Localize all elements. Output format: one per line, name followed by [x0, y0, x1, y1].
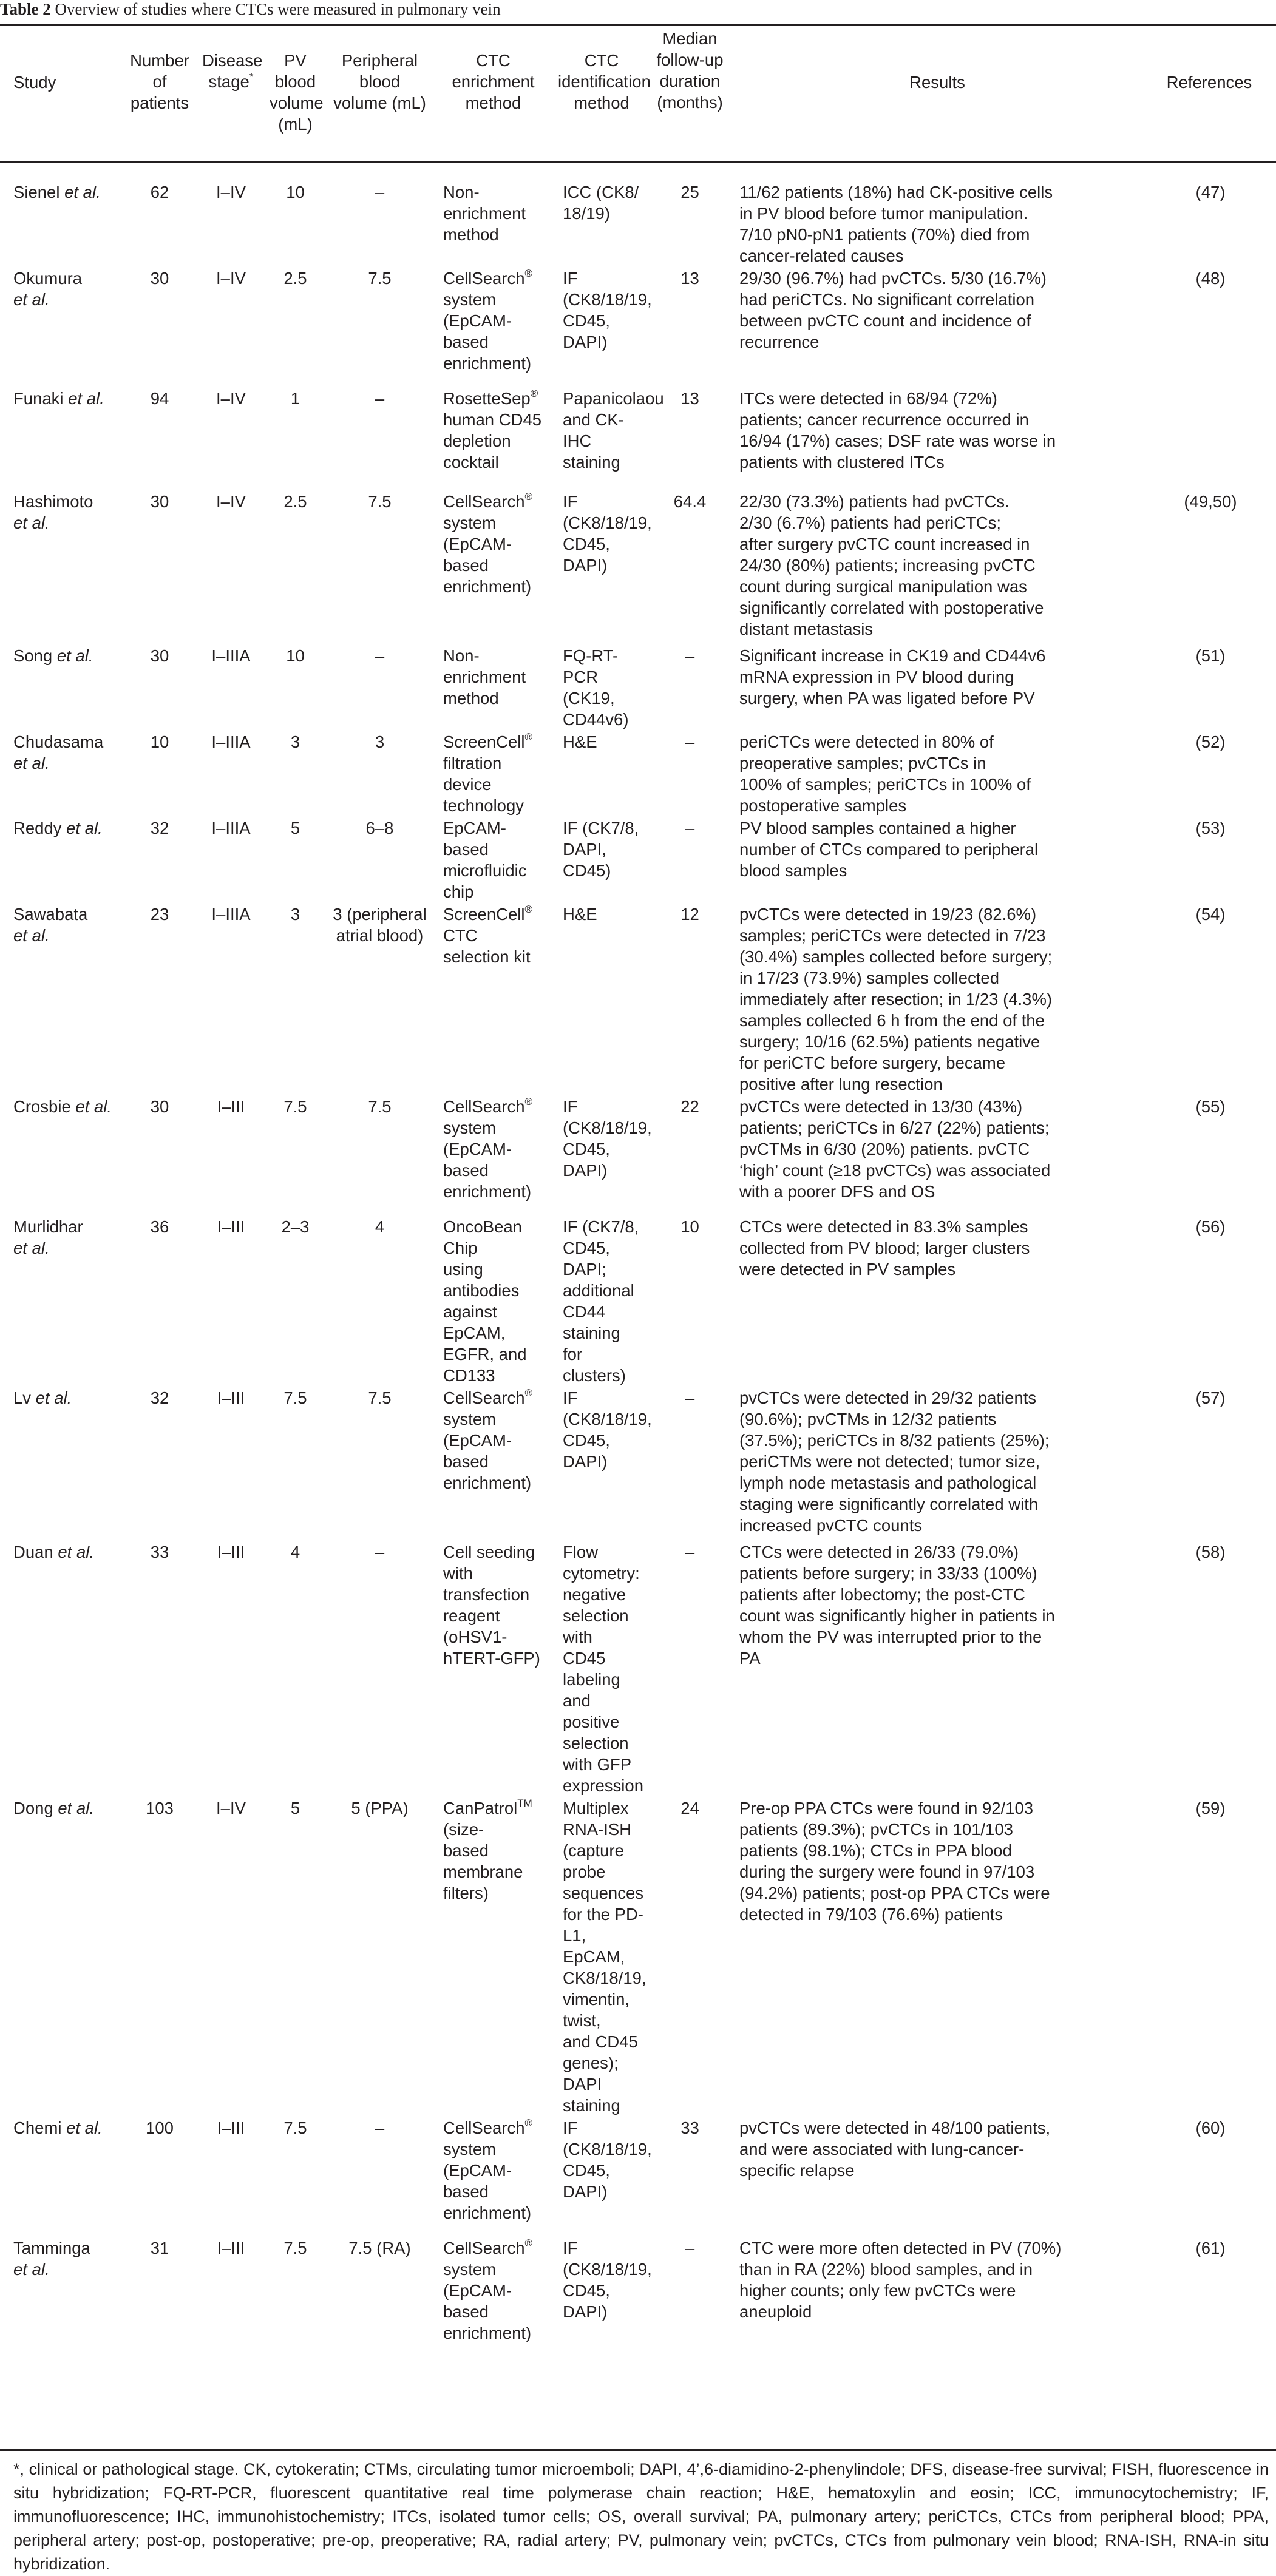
enrichment-cell: CellSearch® system (EpCAM-based enrichment): [443, 2237, 533, 2342]
header-identification: CTC identification method: [558, 51, 651, 112]
patients-cell: 23: [150, 904, 169, 924]
followup-cell: –: [685, 818, 695, 837]
header-stage: Disease stage*: [202, 51, 263, 91]
header-patients: Number of patients: [130, 51, 189, 112]
stage-cell: I–IIIA: [211, 818, 251, 837]
table-row: [0, 162, 1276, 266]
results-cell: 22/30 (73.3%) patients had pvCTCs. 2/30 (6.7%) patients had periCTCs; after surgery pvCTC count increased in 24/30 (80%) patients; increasing pvCTC count during surgical manipulation was significantly correlated with postoperative distant metastasis: [739, 492, 1044, 638]
identification-cell: IF (CK8/18/19, CD45, DAPI): [563, 2118, 652, 2201]
enrichment-cell: CanPatrol™ (size- based membrane filters): [443, 1797, 532, 1902]
patients-cell: 103: [146, 1798, 174, 1817]
study-cell: [0, 1095, 122, 1215]
patients-cell: 30: [150, 1097, 169, 1116]
studies-table: [0, 25, 1276, 2367]
table-row: [0, 1215, 1276, 1386]
identification-cell: H&E: [563, 904, 597, 924]
table-body: [0, 162, 1276, 2367]
enrichment-cell: CellSearch® system (EpCAM-based enrichment): [443, 2117, 533, 2222]
patients-cell: 33: [150, 1542, 169, 1561]
study-cell: [0, 266, 122, 387]
study-etal: et al.: [13, 753, 50, 772]
peripheral-volume-cell: 7.5: [368, 1388, 392, 1407]
results-cell: CTC were more often detected in PV (70%) than in RA (22%) blood samples, and in higher counts; only few pvCTCs were aneuploid: [739, 2238, 1062, 2321]
study-cell: [0, 162, 122, 266]
table-row: [0, 644, 1276, 730]
header-references: References: [1166, 73, 1252, 92]
stage-cell: I–III: [217, 1388, 245, 1407]
peripheral-volume-cell: –: [375, 388, 385, 408]
study-cell: [0, 902, 122, 1095]
pv-volume-cell: 10: [286, 646, 305, 665]
patients-cell: 100: [146, 2118, 174, 2137]
identification-cell: IF (CK8/18/19, CD45, DAPI): [563, 1388, 652, 1471]
study-etal: et al.: [35, 1388, 72, 1407]
pv-volume-cell: 7.5: [283, 2118, 307, 2137]
peripheral-volume-cell: 4: [375, 1217, 385, 1236]
results-cell: PV blood samples contained a higher number of CTCs compared to peripheral blood samples: [739, 818, 1039, 880]
pv-volume-cell: 2.5: [283, 268, 307, 288]
followup-cell: 13: [680, 388, 699, 408]
reference-cell: (52): [1195, 732, 1226, 751]
study-author: Lv: [13, 1388, 36, 1407]
stage-cell: I–III: [217, 1097, 245, 1116]
results-cell: pvCTCs were detected in 48/100 patients, and were associated with lung-cancer- specific relapse: [739, 2118, 1051, 2180]
pv-volume-cell: 7.5: [283, 1097, 307, 1116]
study-author: Sienel: [13, 182, 65, 201]
reference-cell: (60): [1195, 2118, 1226, 2137]
study-cell: [0, 644, 122, 730]
study-cell: [0, 1386, 122, 1540]
identification-cell: H&E: [563, 732, 597, 751]
study-author: Crosbie: [13, 1097, 76, 1116]
peripheral-volume-cell: 3 (peripheral atrial blood): [333, 904, 427, 945]
followup-cell: –: [685, 1542, 695, 1561]
table-row: [0, 902, 1276, 1095]
pv-volume-cell: 2–3: [281, 1217, 310, 1236]
study-etal: et al.: [13, 289, 50, 309]
table-row: [0, 2236, 1276, 2367]
results-cell: periCTCs were detected in 80% of preoperative samples; pvCTCs in 100% of samples; periCTCs in 100% of postoperative samples: [739, 732, 1031, 815]
pv-volume-cell: 7.5: [283, 1388, 307, 1407]
peripheral-volume-cell: 3: [375, 732, 385, 751]
results-cell: pvCTCs were detected in 19/23 (82.6%) samples; periCTCs were detected in 7/23 (30.4%) samples collected before surgery; in 17/23 (73.9%) samples collected immediately after resection; in 1/23 (4.3%) samples collected 6 h from the end of the surgery; 10/16 (62.5%) patients negative for periCTC before surgery, became positive after lung resection: [739, 904, 1053, 1094]
study-author: Murlidhar: [13, 1217, 83, 1236]
enrichment-cell: RosetteSep® human CD45 depletion cocktail: [443, 387, 542, 472]
followup-cell: 13: [680, 268, 699, 288]
patients-cell: 94: [150, 388, 169, 408]
results-cell: 29/30 (96.7%) had pvCTCs. 5/30 (16.7%) had periCTCs. No significant correlation between pvCTC count and incidence of recurrence: [739, 268, 1047, 351]
results-cell: Significant increase in CK19 and CD44v6 mRNA expression in PV blood during surgery, when PA was ligated before PV: [739, 646, 1046, 708]
identification-cell: IF (CK8/18/19, CD45, DAPI): [563, 1097, 652, 1180]
study-etal: et al.: [56, 646, 93, 665]
study-cell: [0, 490, 122, 644]
stage-cell: I–III: [217, 2118, 245, 2137]
patients-cell: 31: [150, 2238, 169, 2257]
identification-cell: Multiplex RNA-ISH (capture probe sequences for the PD- L1, EpCAM, CK8/18/19, vimentin, twist, and CD45 genes); DAPI staining: [563, 1798, 646, 2115]
study-etal: et al.: [66, 818, 103, 837]
reference-cell: (54): [1195, 904, 1226, 924]
enrichment-cell: EpCAM-based microfluidic chip: [443, 818, 527, 901]
stage-cell: I–III: [217, 2238, 245, 2257]
study-etal: et al.: [75, 1097, 112, 1116]
table-row: [0, 1540, 1276, 1796]
header-enrichment: CTC enrichment method: [452, 51, 535, 112]
identification-cell: Flow cytometry: negative selection with CD45 labeling and positive selection with GFP expression: [563, 1542, 643, 1795]
identification-cell: IF (CK7/8, DAPI, CD45): [563, 818, 639, 880]
patients-cell: 30: [150, 492, 169, 511]
study-cell: [0, 1796, 122, 2116]
results-cell: ITCs were detected in 68/94 (72%) patients; cancer recurrence occurred in 16/94 (17%) cases; DSF rate was worse in patients with clustered ITCs: [739, 388, 1056, 472]
study-author: Reddy: [13, 818, 67, 837]
table-row: [0, 490, 1276, 644]
stage-cell: I–IV: [216, 388, 246, 408]
study-etal: et al.: [68, 388, 104, 408]
results-cell: pvCTCs were detected in 13/30 (43%) patients; periCTCs in 6/27 (22%) patients; pvCTMs in 6/30 (20%) patients. pvCTC ‘high’ count (≥18 pvCTCs) was associated with a poorer DFS and OS: [739, 1097, 1051, 1201]
study-cell: [0, 1215, 122, 1386]
followup-cell: 22: [680, 1097, 699, 1116]
pv-volume-cell: 5: [290, 818, 300, 837]
reference-cell: (55): [1195, 1097, 1226, 1116]
study-author: Chudasama: [13, 732, 104, 751]
table-row: [0, 1095, 1276, 1215]
enrichment-cell: CellSearch® system (EpCAM-based enrichment): [443, 267, 533, 373]
peripheral-volume-cell: –: [375, 1542, 385, 1561]
followup-cell: 33: [680, 2118, 699, 2137]
results-cell: pvCTCs were detected in 29/32 patients (90.6%); pvCTMs in 12/32 patients (37.5%); periCTCs in 8/32 patients (25%); periCTMs were not detected; tumor size, lymph node metastasis and pathological staging were significantly correlated with increased pvCTC counts: [739, 1388, 1050, 1535]
patients-cell: 30: [150, 268, 169, 288]
study-author: Hashimoto: [13, 492, 93, 511]
patients-cell: 10: [150, 732, 169, 751]
reference-cell: (57): [1195, 1388, 1226, 1407]
reference-cell: (53): [1195, 818, 1226, 837]
results-cell: CTCs were detected in 83.3% samples collected from PV blood; larger clusters were detected in PV samples: [739, 1217, 1030, 1279]
study-author: Tamminga: [13, 2238, 90, 2257]
reference-cell: (48): [1195, 268, 1226, 288]
reference-cell: (61): [1195, 2238, 1226, 2257]
study-cell: [0, 816, 122, 902]
study-etal: et al.: [58, 1542, 95, 1561]
enrichment-cell: ScreenCell® CTC selection kit: [443, 903, 533, 966]
peripheral-volume-cell: 6–8: [365, 818, 394, 837]
study-etal: et al.: [13, 2259, 50, 2279]
enrichment-cell: ScreenCell® filtration device technology: [443, 731, 533, 815]
peripheral-volume-cell: –: [375, 646, 385, 665]
study-etal: et al.: [13, 925, 50, 945]
results-cell: 11/62 patients (18%) had CK-positive cells in PV blood before tumor manipulation. 7/10 pN0-pN1 patients (70%) died from cancer-related causes: [739, 182, 1053, 265]
patients-cell: 32: [150, 818, 169, 837]
study-author: Funaki: [13, 388, 69, 408]
header-results: Results: [909, 73, 965, 92]
identification-cell: FQ-RT-PCR (CK19, CD44v6): [563, 646, 629, 729]
identification-cell: IF (CK8/18/19, CD45, DAPI): [563, 492, 652, 575]
reference-cell: (49,50): [1184, 492, 1237, 511]
header-study: Study: [13, 73, 56, 92]
table-row: [0, 387, 1276, 490]
table-row: [0, 730, 1276, 816]
study-cell: [0, 2236, 122, 2367]
pv-volume-cell: 4: [290, 1542, 300, 1561]
followup-cell: –: [685, 1388, 695, 1407]
pv-volume-cell: 10: [286, 182, 305, 201]
study-etal: et al.: [13, 513, 50, 532]
enrichment-cell: CellSearch® system (EpCAM-based enrichment): [443, 490, 533, 596]
pv-volume-cell: 2.5: [283, 492, 307, 511]
study-author: Dong: [13, 1798, 58, 1817]
enrichment-cell: Cell seeding with transfection reagent (oHSV1- hTERT-GFP): [443, 1542, 540, 1668]
study-etal: et al.: [58, 1798, 95, 1817]
followup-cell: 64.4: [673, 492, 707, 511]
results-cell: CTCs were detected in 26/33 (79.0%) patients before surgery; in 33/33 (100%) patients after lobectomy; the post-CTC count was significantly higher in patients in whom the PV was interrupted prior to the PA: [739, 1542, 1055, 1668]
stage-cell: I–III: [217, 1217, 245, 1236]
pv-volume-cell: 5: [290, 1798, 300, 1817]
enrichment-cell: OncoBean Chip using antibodies against EpCAM, EGFR, and CD133: [443, 1217, 527, 1385]
table-row: [0, 1796, 1276, 2116]
table-title: Overview of studies where CTCs were measured in pulmonary vein: [55, 0, 501, 18]
peripheral-volume-cell: 5 (PPA): [351, 1798, 409, 1817]
identification-cell: ICC (CK8/ 18/19): [563, 182, 639, 223]
identification-cell: IF (CK8/18/19, CD45, DAPI): [563, 2238, 652, 2321]
followup-cell: 10: [680, 1217, 699, 1236]
followup-cell: 24: [680, 1798, 699, 1817]
enrichment-cell: CellSearch® system (EpCAM-based enrichment): [443, 1095, 533, 1201]
table-row: [0, 2116, 1276, 2236]
peripheral-volume-cell: 7.5: [368, 492, 392, 511]
enrichment-cell: Non-enrichment method: [443, 646, 526, 708]
reference-cell: (56): [1195, 1217, 1226, 1236]
reference-cell: (59): [1195, 1798, 1226, 1817]
enrichment-cell: CellSearch® system (EpCAM-based enrichment): [443, 1387, 533, 1492]
header-peripheral-volume: Peripheral blood volume (mL): [333, 51, 426, 112]
peripheral-volume-cell: 7.5: [368, 268, 392, 288]
reference-cell: (51): [1195, 646, 1226, 665]
peripheral-volume-cell: –: [375, 182, 385, 201]
followup-cell: –: [685, 2238, 695, 2257]
table-row: [0, 1386, 1276, 1540]
bottom-rule: [0, 2449, 1276, 2451]
identification-cell: IF (CK8/18/19, CD45, DAPI): [563, 268, 652, 351]
reference-cell: (47): [1195, 182, 1226, 201]
header-row: [0, 25, 1276, 162]
stage-cell: I–IV: [216, 268, 246, 288]
stage-cell: I–IIIA: [211, 732, 251, 751]
study-cell: [0, 387, 122, 490]
header-pv-volume: PV blood volume (mL): [270, 51, 324, 134]
followup-cell: 12: [680, 904, 699, 924]
pv-volume-cell: 3: [290, 732, 300, 751]
peripheral-volume-cell: 7.5 (RA): [348, 2238, 411, 2257]
study-cell: [0, 1540, 122, 1796]
peripheral-volume-cell: –: [375, 2118, 385, 2137]
stage-cell: I–IV: [216, 182, 246, 201]
study-cell: [0, 2116, 122, 2236]
pv-volume-cell: 3: [290, 904, 300, 924]
enrichment-cell: Non-enrichment method: [443, 182, 526, 244]
patients-cell: 36: [150, 1217, 169, 1236]
patients-cell: 32: [150, 1388, 169, 1407]
patients-cell: 30: [150, 646, 169, 665]
header-followup: Median follow-up duration (months): [656, 29, 724, 112]
table-caption: [0, 0, 501, 27]
pv-volume-cell: 7.5: [283, 2238, 307, 2257]
peripheral-volume-cell: 7.5: [368, 1097, 392, 1116]
study-author: Song: [13, 646, 57, 665]
stage-cell: I–IIIA: [211, 904, 251, 924]
stage-cell: I–IV: [216, 492, 246, 511]
followup-cell: –: [685, 646, 695, 665]
reference-cell: (58): [1195, 1542, 1226, 1561]
stage-cell: I–III: [217, 1542, 245, 1561]
stage-cell: I–IV: [216, 1798, 246, 1817]
study-cell: [0, 730, 122, 816]
table-footnote: *, clinical or pathological stage. CK, cytokeratin; CTMs, circulating tumor microemboli; DAPI, 4’,6-diamidino-2-phenylindole; DFS, disease-free survival; FISH, fluorescence in situ hybridization; FQ-RT-PCR, fluorescent quantitative real time polymerase chain reaction; H&E, hematoxylin and eosin; ICC, immunocytochemistry; IF, immunofluorescence; IHC, immunohistochemistry; ITCs, isolated tumor cells; OS, overall survival; PA, pulmonary artery; periCTCs, CTCs from peripheral blood; PPA, peripheral artery; post-op, postoperative; pre-op, preoperative; RA, radial artery; PV, pulmonary vein; pvCTCs, CTCs from pulmonary vein blood; RNA-ISH, RNA-in situ hybridization.: [13, 2460, 1269, 2573]
table-row: [0, 266, 1276, 387]
identification-cell: IF (CK7/8, CD45, DAPI; additional CD44 staining for clusters): [563, 1217, 639, 1385]
stage-cell: I–IIIA: [211, 646, 251, 665]
study-author: Chemi: [13, 2118, 67, 2137]
study-etal: et al.: [66, 2118, 103, 2137]
study-author: Sawabata: [13, 904, 88, 924]
reference-cell: [1145, 387, 1276, 490]
study-author: Duan: [13, 1542, 58, 1561]
results-cell: Pre-op PPA CTCs were found in 92/103 patients (89.3%); pvCTCs in 101/103 patients (98.1%); CTCs in PPA blood during the surgery were found in 97/103 (94.2%) patients; post-op PPA CTCs were detected in 79/103 (76.6%) patients: [739, 1798, 1050, 1924]
table-row: [0, 816, 1276, 902]
study-etal: et al.: [64, 182, 101, 201]
pv-volume-cell: 1: [290, 388, 300, 408]
identification-cell: Papanicolaou and CK-IHC staining: [563, 388, 664, 472]
followup-cell: 25: [680, 182, 699, 201]
study-etal: et al.: [13, 1238, 50, 1257]
followup-cell: –: [685, 732, 695, 751]
patients-cell: 62: [150, 182, 169, 201]
table-label: Table 2: [0, 0, 51, 18]
study-author: Okumura: [13, 268, 83, 288]
